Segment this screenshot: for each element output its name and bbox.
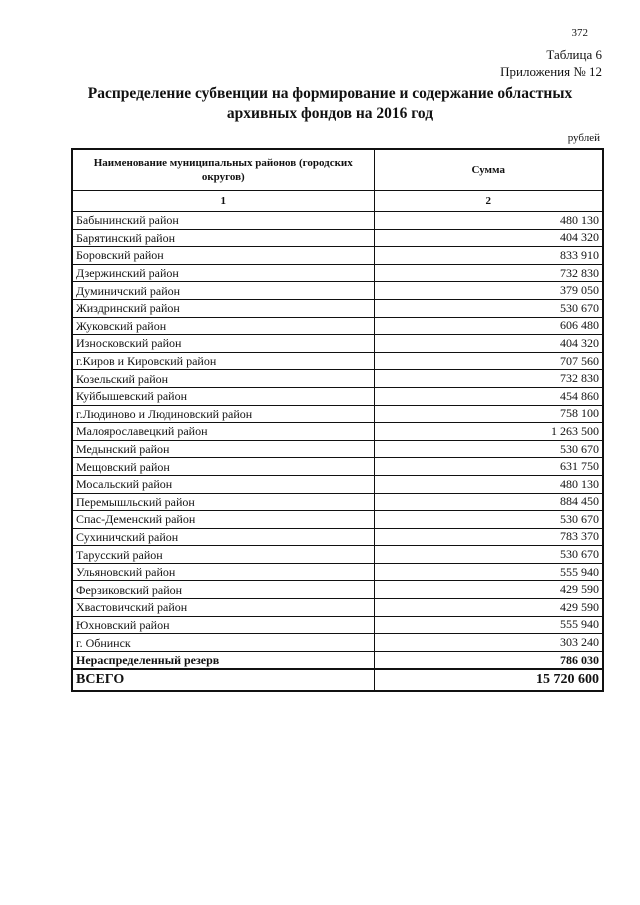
district-name: Сухиничский район [72,528,374,546]
table-row [72,335,603,353]
district-name: Жиздринский район [72,299,374,317]
column-number-row [72,191,603,212]
total-row [72,669,603,691]
table-reference [500,46,602,80]
column-header-name: Наименование муниципальных районов (городских округов) [72,149,374,191]
district-amount: 530 670 [374,511,603,529]
district-amount: 480 130 [374,212,603,230]
district-amount: 707 560 [374,352,603,370]
table-row [72,634,603,652]
district-amount: 530 670 [374,440,603,458]
table-row [72,546,603,564]
district-amount: 631 750 [374,458,603,476]
district-amount: 555 940 [374,563,603,581]
table-row [72,352,603,370]
table-row [72,528,603,546]
table-row [72,229,603,247]
district-amount: 303 240 [374,634,603,652]
district-name: Хвастовичский район [72,599,374,617]
column-number-1: 1 [72,191,374,212]
district-name: г. Обнинск [72,634,374,652]
district-amount: 404 320 [374,335,603,353]
district-name: Козельский район [72,370,374,388]
units-label: рублей [567,132,600,144]
table-row [72,458,603,476]
district-amount: 379 050 [374,282,603,300]
subvention-table [71,148,604,692]
district-amount: 606 480 [374,317,603,335]
column-header-amount: Сумма [374,149,603,191]
title-line-1: Распределение субвенции на формирование и содержание областных [87,85,573,102]
document-title [60,84,600,124]
table-row [72,282,603,300]
district-amount: 732 830 [374,370,603,388]
total-name: ВСЕГО [72,669,374,691]
district-name: Ферзиковский район [72,581,374,599]
table-row [72,299,603,317]
district-amount: 429 590 [374,599,603,617]
table-row [72,423,603,441]
district-name: Малоярославецкий район [72,423,374,441]
district-amount: 480 130 [374,475,603,493]
district-name: Спас-Деменский район [72,511,374,529]
district-amount: 454 860 [374,387,603,405]
district-amount: 1 263 500 [374,423,603,441]
table-row [72,387,603,405]
table-row [72,493,603,511]
district-name: г.Людиново и Людиновский район [72,405,374,423]
district-name: Бабынинский район [72,212,374,230]
district-name: Износковский район [72,335,374,353]
page-number: 372 [571,27,588,39]
district-amount: 833 910 [374,247,603,265]
table-row [72,440,603,458]
district-name: Боровский район [72,247,374,265]
table-row [72,475,603,493]
reserve-amount: 786 030 [374,651,603,669]
district-amount: 783 370 [374,528,603,546]
table-row [72,370,603,388]
appendix-label: Приложения № 12 [500,64,602,79]
reserve-name: Нераспределенный резерв [72,651,374,669]
district-name: Медынский район [72,440,374,458]
title-line-2: архивных фондов на 2016 год [226,105,434,122]
district-name: Барятинский район [72,229,374,247]
reserve-row [72,651,603,669]
table-row [72,317,603,335]
district-amount: 429 590 [374,581,603,599]
district-amount: 884 450 [374,493,603,511]
district-name: Мещовский район [72,458,374,476]
table-row [72,264,603,282]
table-row [72,511,603,529]
table-label: Таблица 6 [546,47,602,62]
district-name: Тарусский район [72,546,374,564]
district-name: г.Киров и Кировский район [72,352,374,370]
district-amount: 758 100 [374,405,603,423]
district-amount: 530 670 [374,546,603,564]
district-amount: 555 940 [374,616,603,634]
district-name: Перемышльский район [72,493,374,511]
table-row [72,405,603,423]
table-row [72,616,603,634]
table-row [72,212,603,230]
district-amount: 732 830 [374,264,603,282]
district-name: Куйбышевский район [72,387,374,405]
column-number-2: 2 [374,191,603,212]
table-row [72,581,603,599]
district-name: Дзержинский район [72,264,374,282]
district-amount: 404 320 [374,229,603,247]
district-amount: 530 670 [374,299,603,317]
total-amount: 15 720 600 [374,669,603,691]
district-name: Юхновский район [72,616,374,634]
district-name: Жуковский район [72,317,374,335]
header-row [72,149,603,191]
district-name: Думиничский район [72,282,374,300]
district-name: Ульяновский район [72,563,374,581]
district-name: Мосальский район [72,475,374,493]
table-row [72,563,603,581]
table-body [72,212,603,652]
table-row [72,599,603,617]
table-row [72,247,603,265]
